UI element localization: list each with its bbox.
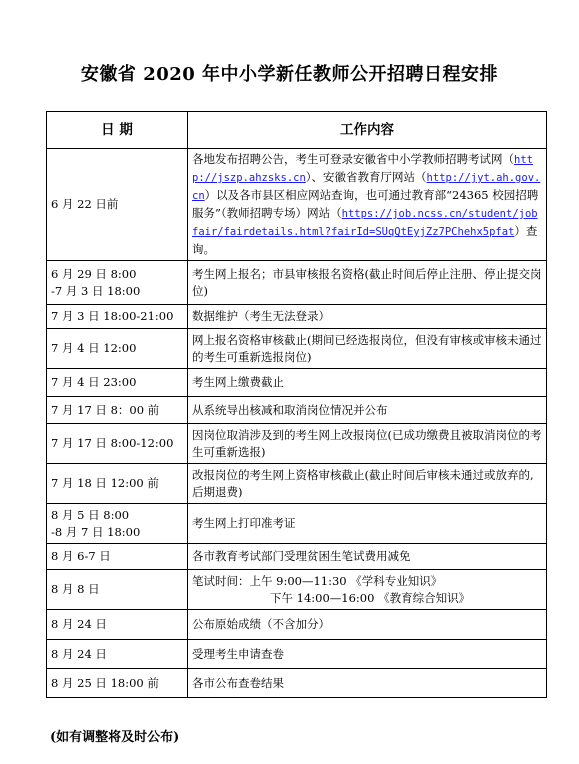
table-row <box>47 149 547 261</box>
table-header-row <box>47 112 547 149</box>
table-row <box>47 305 547 329</box>
table-row <box>47 669 547 698</box>
date-line: 6 月 29 日 8:00 <box>51 266 137 281</box>
table-row <box>47 504 547 544</box>
jszp-link[interactable]: http://jszp.ahzsks.cn <box>192 154 533 184</box>
date-cell: 7 月 17 日 8：00 前 <box>47 397 188 424</box>
date-line: -7 月 3 日 18:00 <box>51 283 141 298</box>
content-cell: 改报岗位的考生网上资格审核截止(截止时间后审核未通过或放弃的,后期退费) <box>188 464 547 504</box>
content-cell: 考生网上报名；市县审核报名资格(截止时间后停止注册、停止提交岗位) <box>188 261 547 305</box>
page-title: 安徽省 2020 年中小学新任教师公开招聘日程安排 <box>80 64 499 85</box>
exam-time-morning: 笔试时间：上午 9:00—11:30 《学科专业知识》 <box>192 573 443 588</box>
table-row <box>47 640 547 669</box>
table-row <box>47 610 547 640</box>
table-row <box>47 329 547 369</box>
date-cell: 8 月 6-7 日 <box>47 544 188 570</box>
date-cell: 7 月 18 日 12:00 前 <box>47 464 188 504</box>
table-row <box>47 544 547 570</box>
date-cell: 8 月 8 日 <box>47 570 188 610</box>
column-header-date: 日 期 <box>47 112 188 149</box>
content-cell: 受理考生申请查卷 <box>188 640 547 669</box>
content-cell: 因岗位取消涉及到的考生网上改报岗位(已成功缴费且被取消岗位的考生可重新选报) <box>188 424 547 464</box>
date-cell: 8 月 24 日 <box>47 610 188 640</box>
date-line: 8 月 5 日 8:00 <box>51 507 130 522</box>
date-cell: 7 月 4 日 12:00 <box>47 329 188 369</box>
date-cell: 8 月 24 日 <box>47 640 188 669</box>
content-cell: 考生网上打印准考证 <box>188 504 547 544</box>
content-cell: 数据维护（考生无法登录） <box>188 305 547 329</box>
table-row <box>47 261 547 305</box>
content-cell: 各市公布查卷结果 <box>188 669 547 698</box>
content-text: ）、安徽省教育厅网站（ <box>305 170 427 184</box>
exam-time-afternoon: 下午 14:00—16:00 《教育综合知识》 <box>270 590 471 605</box>
date-cell: 8 月 25 日 18:00 前 <box>47 669 188 698</box>
table-row <box>47 464 547 504</box>
jyt-link[interactable]: http://jyt.ah.gov.cn <box>192 172 541 202</box>
footer-note: (如有调整将及时公布) <box>50 730 180 745</box>
date-cell <box>47 261 188 305</box>
content-cell: 公布原始成绩（不含加分） <box>188 610 547 640</box>
content-cell <box>188 149 547 261</box>
content-cell <box>188 570 547 610</box>
date-cell: 7 月 17 日 8:00-12:00 <box>47 424 188 464</box>
ncss-link[interactable]: https://job.ncss.cn/student/jobfair/fairdetails.html?fairId=SUqQtEyjZz7PChehx5pfat <box>192 208 538 238</box>
table-row <box>47 397 547 424</box>
table-row <box>47 369 547 397</box>
table-row <box>47 570 547 610</box>
date-line: -8 月 7 日 18:00 <box>51 524 141 539</box>
content-cell: 各市教育考试部门受理贫困生笔试费用减免 <box>188 544 547 570</box>
date-cell: 6 月 22 日前 <box>47 149 188 261</box>
date-cell: 7 月 4 日 23:00 <box>47 369 188 397</box>
content-cell: 考生网上缴费截止 <box>188 369 547 397</box>
date-cell: 7 月 3 日 18:00-21:00 <box>47 305 188 329</box>
table-row <box>47 424 547 464</box>
content-text: ）查询。 <box>192 224 538 256</box>
schedule-table <box>46 111 547 698</box>
date-cell <box>47 504 188 544</box>
content-text: 各地发布招聘公告，考生可登录安徽省中小学教师招聘考试网（ <box>192 152 514 166</box>
content-cell: 从系统导出核减和取消岗位情况并公布 <box>188 397 547 424</box>
content-text: ）以及各市县区相应网站查询，也可通过教育部“24365 校园招聘服务”（教师招聘专场）网站（ <box>192 188 539 220</box>
column-header-content: 工作内容 <box>188 112 547 149</box>
content-cell: 网上报名资格审核截止(期间已经选报岗位，但没有审核或审核未通过的考生可重新选报岗位) <box>188 329 547 369</box>
